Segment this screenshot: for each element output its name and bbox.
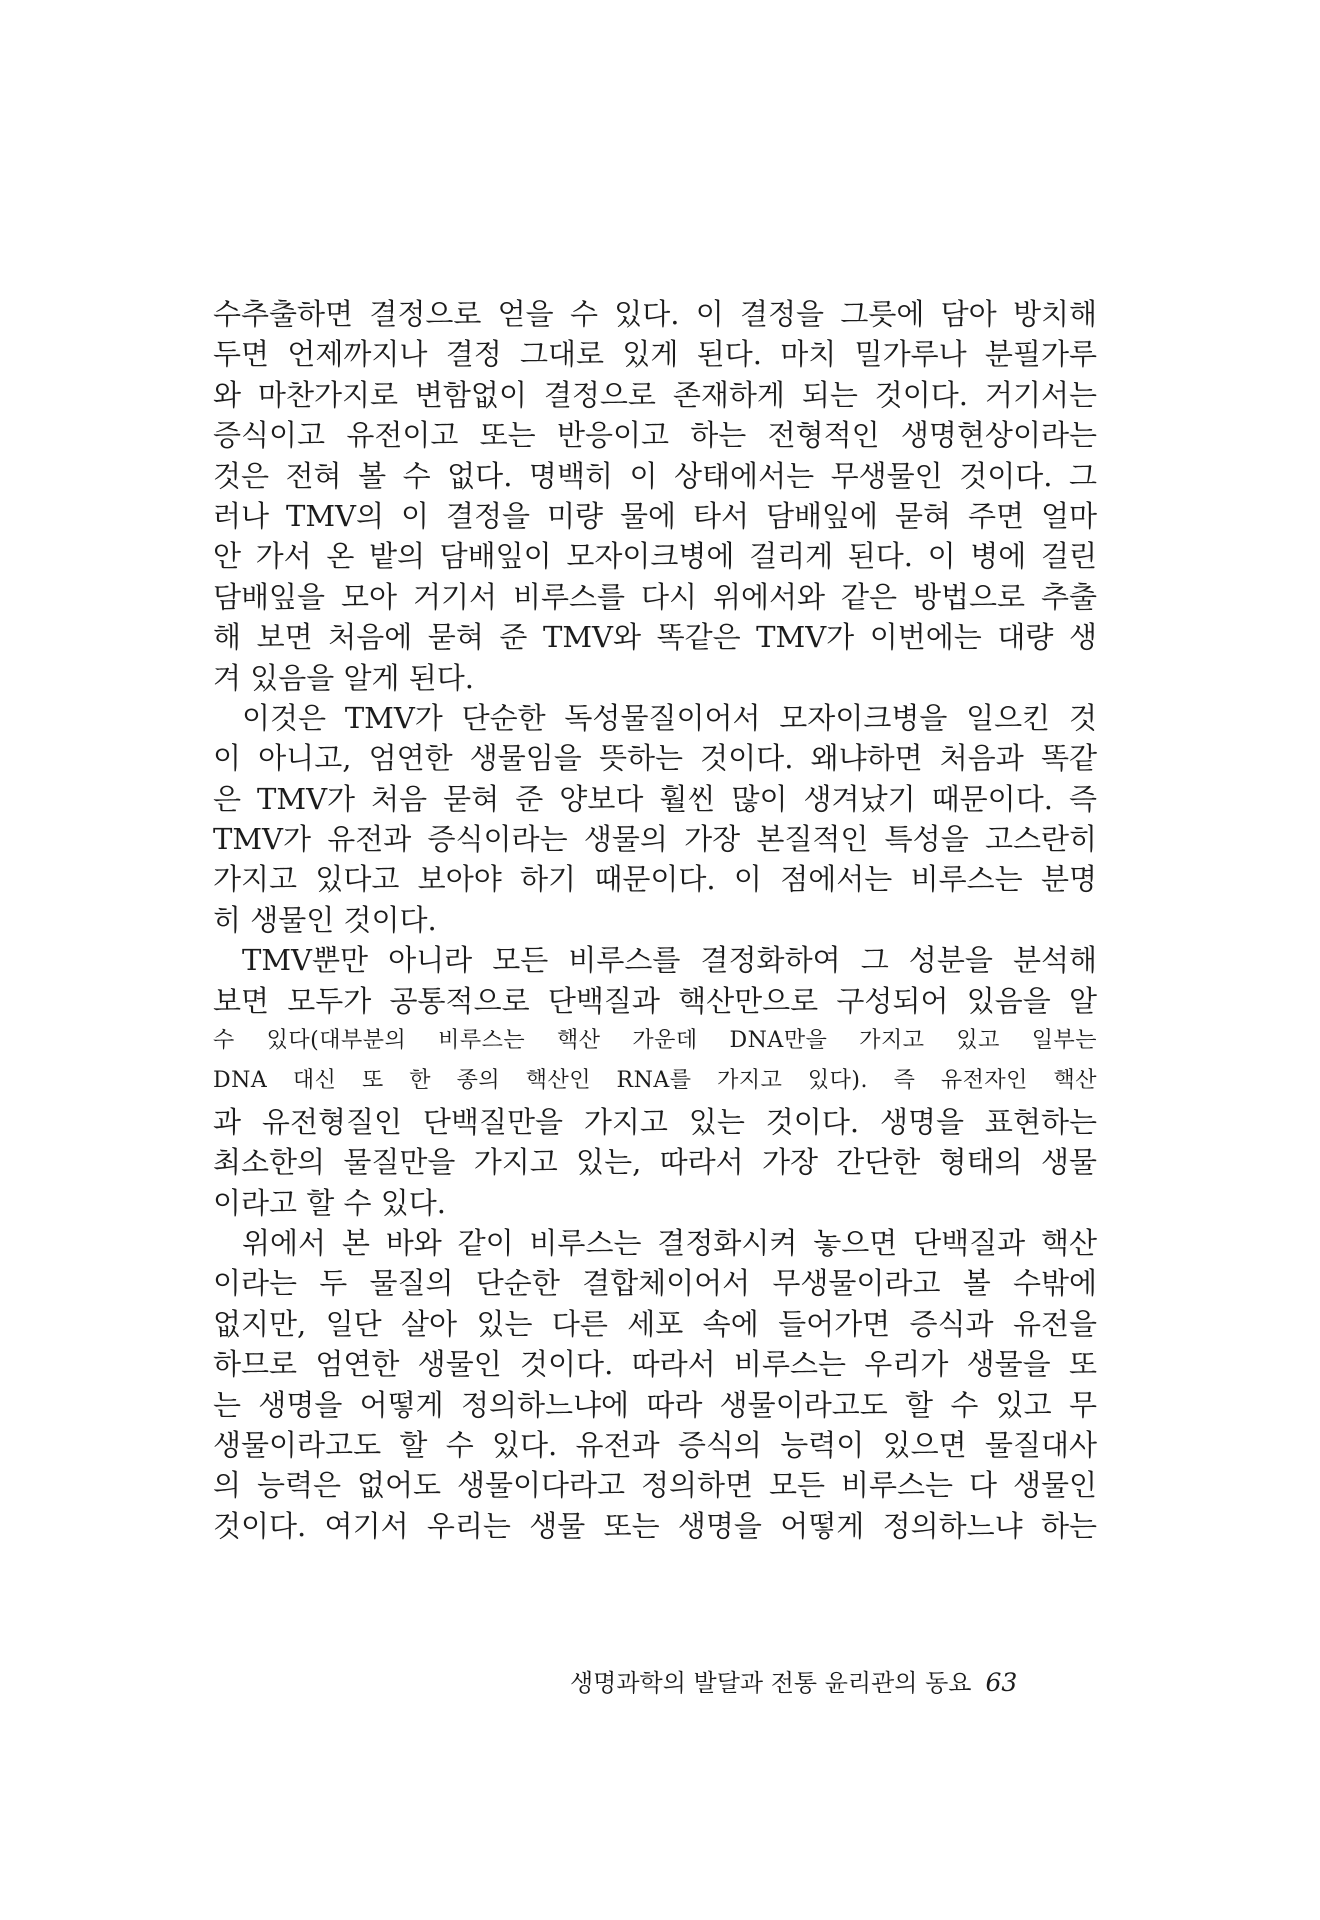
text-line: 겨 있음을 알게 된다. <box>213 660 474 695</box>
text-line: 히 생물인 것이다. <box>213 902 437 937</box>
text-line: 의 능력은 없어도 생물이다라고 정의하면 모든 비루스는 다 생물인 <box>213 1468 1097 1503</box>
text-line: 이것은 TMV가 단순한 독성물질이어서 모자이크병을 일으킨 것 <box>242 700 1097 735</box>
text-line: 이라는 두 물질의 단순한 결합체이어서 무생물이라고 볼 수밖에 <box>213 1266 1097 1301</box>
text-line: 는 생명을 어떻게 정의하느냐에 따라 생물이라고도 할 수 있고 무 <box>213 1387 1097 1422</box>
page-footer <box>570 1666 1070 1700</box>
text-line: 하므로 엄연한 생물인 것이다. 따라서 비루스는 우리가 생물을 또 <box>213 1347 1097 1382</box>
text-line: 생물이라고도 할 수 있다. 유전과 증식의 능력이 있으면 물질대사 <box>213 1427 1097 1462</box>
text-line: 안 가서 온 밭의 담배잎이 모자이크병에 걸리게 된다. 이 병에 걸린 <box>213 539 1097 574</box>
text-line: 와 마찬가지로 변함없이 결정으로 존재하게 되는 것이다. 거기서는 <box>213 377 1097 412</box>
text-line: 증식이고 유전이고 또는 반응이고 하는 전형적인 생명현상이라는 <box>213 418 1097 453</box>
text-line: 해 보면 처음에 묻혀 준 TMV와 똑같은 TMV가 이번에는 대량 생 <box>213 620 1097 655</box>
text-line: 최소한의 물질만을 가지고 있는, 따라서 가장 간단한 형태의 생물 <box>213 1145 1097 1180</box>
text-line: 두면 언제까지나 결정 그대로 있게 된다. 마치 밀가루나 분필가루 <box>213 337 1097 372</box>
text-line: 보면 모두가 공통적으로 단백질과 핵산만으로 구성되어 있음을 알 <box>213 983 1097 1018</box>
text-line: 가지고 있다고 보아야 하기 때문이다. 이 점에서는 비루스는 분명 <box>213 862 1097 897</box>
page-number: 63 <box>985 1668 1018 1697</box>
body-text <box>213 294 1097 1546</box>
text-line: 이 아니고, 엄연한 생물임을 뜻하는 것이다. 왜냐하면 처음과 똑같 <box>213 741 1097 776</box>
text-line: 은 TMV가 처음 묻혀 준 양보다 훨씬 많이 생겨났기 때문이다. 즉 <box>213 781 1097 816</box>
text-line: 이라고 할 수 있다. <box>213 1185 446 1220</box>
text-line: 수추출하면 결정으로 얻을 수 있다. 이 결정을 그릇에 담아 방치해 <box>213 297 1097 331</box>
text-line: TMV가 유전과 증식이라는 생물의 가장 본질적인 특성을 고스란히 <box>213 822 1097 857</box>
text-line: 것이다. 여기서 우리는 생물 또는 생명을 어떻게 정의하느냐 하는 <box>213 1508 1097 1543</box>
text-line: 없지만, 일단 살아 있는 다른 세포 속에 들어가면 증식과 유전을 <box>213 1306 1097 1341</box>
text-line: 수 있다(대부분의 비루스는 핵산 가운데 DNA만을 가지고 있고 일부는 <box>213 1028 1097 1054</box>
text-line: DNA 대신 또 한 종의 핵산인 RNA를 가지고 있다). 즉 유전자인 핵산 <box>213 1068 1097 1094</box>
text-line: TMV뿐만 아니라 모든 비루스를 결정화하여 그 성분을 분석해 <box>242 943 1097 978</box>
text-line: 것은 전혀 볼 수 없다. 명백히 이 상태에서는 무생물인 것이다. 그 <box>213 458 1097 493</box>
text-line: 과 유전형질인 단백질만을 가지고 있는 것이다. 생명을 표현하는 <box>213 1104 1097 1139</box>
text-line: 위에서 본 바와 같이 비루스는 결정화시켜 놓으면 단백질과 핵산 <box>242 1225 1097 1260</box>
text-line: 담배잎을 모아 거기서 비루스를 다시 위에서와 같은 방법으로 추출 <box>213 579 1097 614</box>
running-title: 생명과학의 발달과 전통 윤리관의 동요 <box>570 1669 972 1697</box>
text-line: 러나 TMV의 이 결정을 미량 물에 타서 담배잎에 묻혀 주면 얼마 <box>213 498 1097 533</box>
